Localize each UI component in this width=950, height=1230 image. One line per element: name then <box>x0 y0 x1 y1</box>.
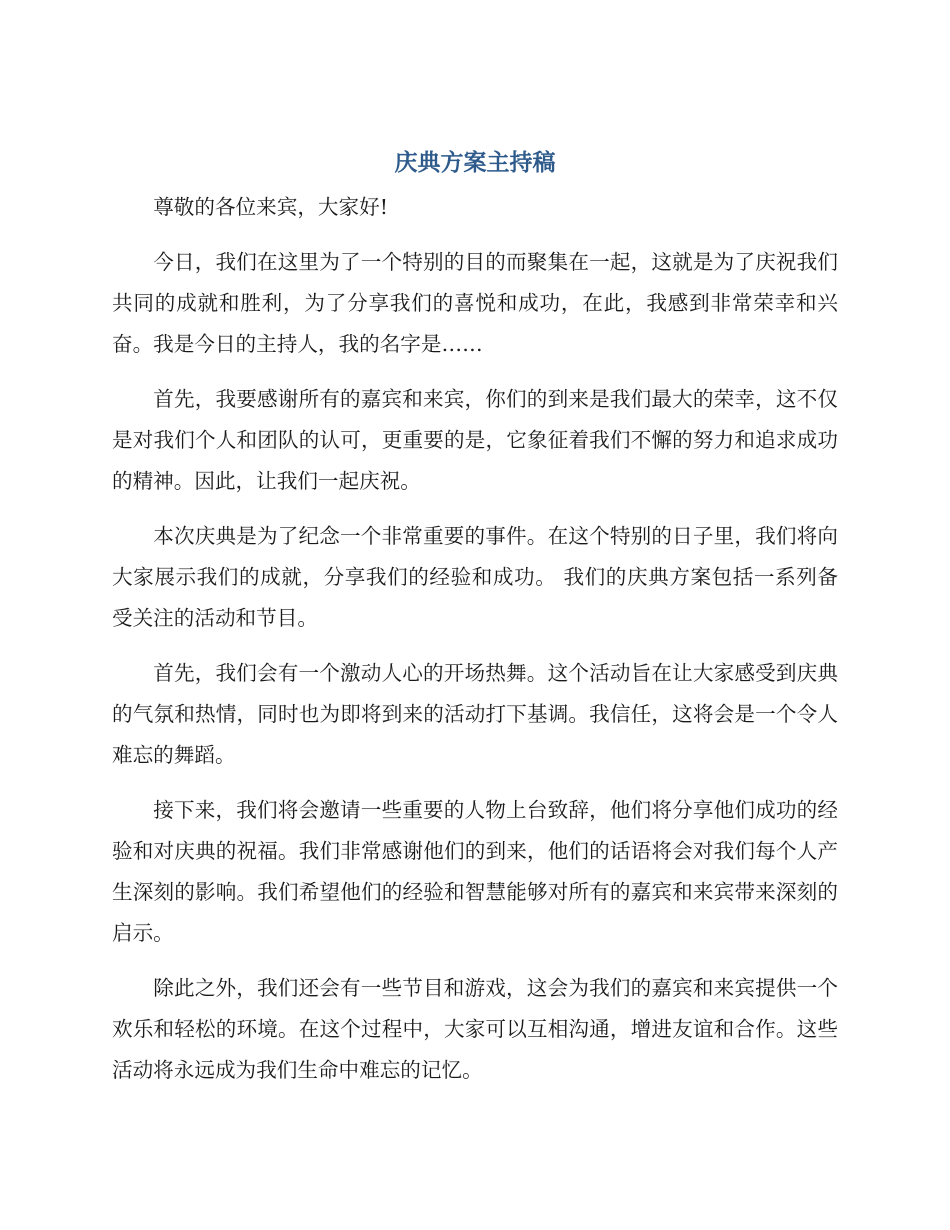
body-paragraph: 本次庆典是为了纪念一个非常重要的事件。在这个特别的日子里，我们将向大家展示我们的成就，分享我们的经验和成功。 我们的庆典方案包括一系列备受关注的活动和节目。 <box>112 524 838 630</box>
document-title: 庆典方案主持稿 <box>394 150 556 176</box>
greeting-paragraph: 尊敬的各位来宾，大家好! <box>153 195 388 219</box>
body-paragraph: 首先，我要感谢所有的嘉宾和来宾，你们的到来是我们最大的荣幸，这不仅是对我们个人和团队的认可，更重要的是，它象征着我们不懈的努力和追求成功的精神。因此，让我们一起庆祝。 <box>112 387 838 493</box>
body-paragraph: 接下来，我们将会邀请一些重要的人物上台致辞，他们将分享他们成功的经验和对庆典的祝福。我们非常感谢他们的到来，他们的话语将会对我们每个人产生深刻的影响。我们希望他们的经验和智慧能够对所有的嘉宾和来宾带来深刻的启示。 <box>112 798 838 945</box>
document-body <box>112 187 838 1105</box>
body-paragraph: 今日，我们在这里为了一个特别的目的而聚集在一起，这就是为了庆祝我们共同的成就和胜利，为了分享我们的喜悦和成功，在此，我感到非常荣幸和兴奋。我是今日的主持人，我的名字是…… <box>112 250 838 356</box>
body-paragraph: 首先，我们会有一个激动人心的开场热舞。这个活动旨在让大家感受到庆典的气氛和热情，同时也为即将到来的活动打下基调。我信任，这将会是一个令人难忘的舞蹈。 <box>112 661 838 767</box>
body-paragraph: 除此之外，我们还会有一些节目和游戏，这会为我们的嘉宾和来宾提供一个欢乐和轻松的环境。在这个过程中，大家可以互相沟通，增进友谊和合作。这些活动将永远成为我们生命中难忘的记忆。 <box>112 976 838 1082</box>
